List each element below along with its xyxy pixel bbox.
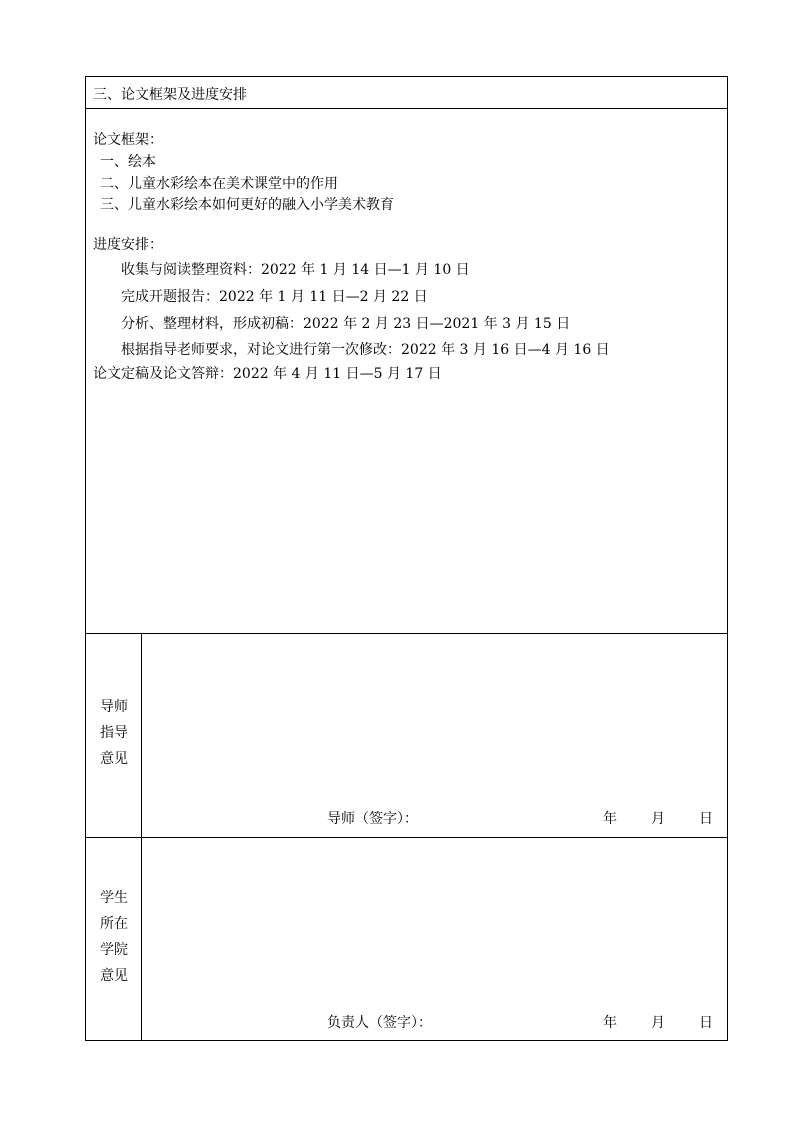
framework-heading: 论文框架： xyxy=(93,132,163,148)
college-date-year: 年 xyxy=(603,1015,617,1031)
framework-schedule-cell xyxy=(86,109,727,634)
advisor-label-line: 导师 xyxy=(100,699,128,715)
college-label-line: 意见 xyxy=(100,968,128,984)
section-title-row xyxy=(86,77,727,109)
schedule-heading: 进度安排： xyxy=(93,237,163,253)
schedule-item: 分析、整理材料，形成初稿：2022 年 2 月 23 日—2021 年 3 月 15 日 xyxy=(121,316,571,332)
section-title: 三、论文框架及进度安排 xyxy=(93,87,247,103)
schedule-item: 收集与阅读整理资料：2022 年 1 月 14 日—1 月 10 日 xyxy=(121,262,470,278)
schedule-item: 完成开题报告：2022 年 1 月 11 日—2 月 22 日 xyxy=(121,289,428,305)
schedule-final-item: 论文定稿及论文答辩：2022 年 4 月 11 日—5 月 17 日 xyxy=(93,366,442,382)
advisor-signature-label: 导师（签字）： xyxy=(327,811,418,827)
college-signature-label: 负责人（签字）： xyxy=(327,1015,432,1031)
schedule-item: 根据指导老师要求，对论文进行第一次修改：2022 年 3 月 16 日—4 月 16 日 xyxy=(121,342,610,358)
proposal-form-table xyxy=(85,76,728,1041)
advisor-label-line: 意见 xyxy=(100,751,128,767)
college-label-line: 学院 xyxy=(100,942,128,958)
advisor-date-year: 年 xyxy=(603,811,617,827)
framework-item: 一、绘本 xyxy=(100,154,156,170)
framework-item: 二、儿童水彩绘本在美术课堂中的作用 xyxy=(100,176,338,192)
college-opinion-row xyxy=(86,838,727,1040)
advisor-opinion-label-cell xyxy=(86,634,142,837)
college-label-line: 学生 xyxy=(100,890,128,906)
college-date-month: 月 xyxy=(651,1015,665,1031)
college-date-day: 日 xyxy=(699,1015,713,1031)
college-opinion-label-cell xyxy=(86,838,142,1040)
advisor-date-day: 日 xyxy=(699,811,713,827)
advisor-date-month: 月 xyxy=(651,811,665,827)
college-label-line: 所在 xyxy=(100,916,128,932)
advisor-opinion-row xyxy=(86,634,727,838)
advisor-label-line: 指导 xyxy=(100,725,128,741)
framework-item: 三、儿童水彩绘本如何更好的融入小学美术教育 xyxy=(100,197,394,213)
